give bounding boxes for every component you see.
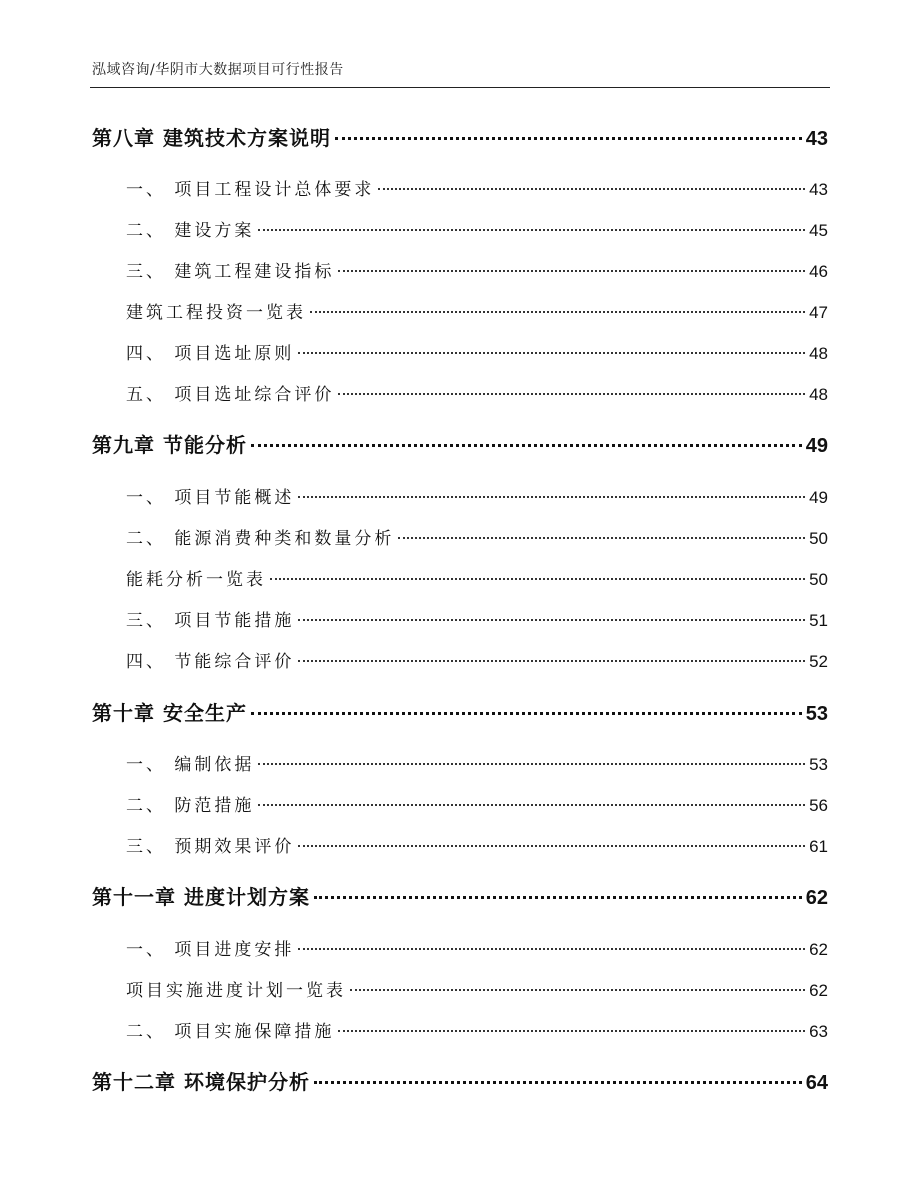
toc-item[interactable] — [92, 524, 828, 550]
toc-title: 一、 项目进度安排 — [126, 940, 295, 960]
toc-leader — [251, 712, 802, 715]
toc-page-number: 56 — [809, 796, 828, 815]
toc-page-number: 51 — [809, 611, 828, 630]
toc-title: 项目实施进度计划一览表 — [126, 981, 346, 1001]
toc-leader — [338, 393, 805, 395]
toc-page-number: 62 — [809, 940, 828, 959]
toc-chapter-12[interactable] — [92, 1066, 828, 1096]
toc-title: 第十一章 进度计划方案 — [92, 885, 310, 909]
toc-page-number: 63 — [809, 1022, 828, 1041]
toc-title: 第八章 建筑技术方案说明 — [92, 126, 331, 150]
toc-page-number: 62 — [805, 887, 828, 909]
toc-item[interactable] — [92, 380, 828, 406]
toc-page-number: 47 — [809, 303, 828, 322]
toc-leader — [338, 1030, 805, 1032]
toc-leader — [298, 352, 805, 354]
toc-page-number: 46 — [809, 262, 828, 281]
toc-leader — [398, 537, 805, 539]
running-header: 泓域咨询/华阴市大数据项目可行性报告 — [92, 62, 344, 78]
toc-title: 第十章 安全生产 — [92, 701, 247, 725]
toc-page-number: 48 — [809, 344, 828, 363]
toc-title: 建筑工程投资一览表 — [126, 303, 306, 323]
toc-leader — [378, 188, 805, 190]
toc-page-number: 43 — [805, 128, 828, 150]
toc-leader — [314, 896, 802, 899]
toc-item[interactable] — [92, 791, 828, 817]
toc-item[interactable] — [92, 1017, 828, 1043]
toc-title: 能耗分析一览表 — [126, 570, 266, 590]
toc-chapter-10[interactable] — [92, 697, 828, 727]
toc-title: 三、 项目节能措施 — [126, 611, 295, 631]
toc-page-number: 53 — [809, 755, 828, 774]
toc-item[interactable] — [92, 216, 828, 242]
header-divider — [90, 87, 830, 88]
toc-chapter-8[interactable] — [92, 122, 828, 152]
toc-page-number: 48 — [809, 385, 828, 404]
toc-title: 二、 能源消费种类和数量分析 — [126, 529, 395, 549]
toc-page-number: 61 — [809, 837, 828, 856]
toc-title: 三、 建筑工程建设指标 — [126, 262, 335, 282]
toc-item[interactable] — [92, 647, 828, 673]
toc-leader — [350, 989, 805, 991]
toc-title: 第九章 节能分析 — [92, 433, 247, 457]
toc-page-number: 49 — [805, 435, 828, 457]
toc-page-number: 53 — [805, 703, 828, 725]
toc-title: 二、 建设方案 — [126, 221, 255, 241]
toc-leader — [270, 578, 805, 580]
toc-page-number: 50 — [809, 570, 828, 589]
toc-page-number: 43 — [809, 180, 828, 199]
toc-title: 一、 项目工程设计总体要求 — [126, 180, 375, 200]
toc-leader — [298, 948, 805, 950]
toc-page-number: 62 — [809, 981, 828, 1000]
toc-title: 四、 项目选址原则 — [126, 344, 295, 364]
toc-title: 一、 编制依据 — [126, 755, 255, 775]
toc-chapter-9[interactable] — [92, 429, 828, 459]
toc-leader — [258, 229, 805, 231]
toc-item[interactable] — [92, 606, 828, 632]
toc-item[interactable] — [92, 175, 828, 201]
toc-table-entry[interactable] — [92, 565, 828, 591]
toc-page-number: 49 — [809, 488, 828, 507]
toc-title: 一、 项目节能概述 — [126, 488, 295, 508]
toc-leader — [251, 444, 802, 447]
toc-title: 五、 项目选址综合评价 — [126, 385, 335, 405]
toc-title: 三、 预期效果评价 — [126, 837, 295, 857]
toc-leader — [298, 845, 805, 847]
toc-leader — [298, 660, 805, 662]
toc-leader — [298, 619, 805, 621]
toc-leader — [338, 270, 805, 272]
toc-table-entry[interactable] — [92, 298, 828, 324]
toc-item[interactable] — [92, 257, 828, 283]
toc-page-number: 64 — [805, 1072, 828, 1094]
toc-table-entry[interactable] — [92, 976, 828, 1002]
toc-page-number: 50 — [809, 529, 828, 548]
toc-item[interactable] — [92, 339, 828, 365]
toc-item[interactable] — [92, 750, 828, 776]
toc-item[interactable] — [92, 483, 828, 509]
toc-leader — [298, 496, 805, 498]
toc-chapter-11[interactable] — [92, 881, 828, 911]
toc-item[interactable] — [92, 832, 828, 858]
toc-leader — [335, 137, 802, 140]
toc-leader — [310, 311, 805, 313]
toc-item[interactable] — [92, 935, 828, 961]
toc-leader — [314, 1081, 802, 1084]
toc-title: 第十二章 环境保护分析 — [92, 1070, 310, 1094]
toc-page-number: 45 — [809, 221, 828, 240]
toc-leader — [258, 804, 805, 806]
toc-title: 四、 节能综合评价 — [126, 652, 295, 672]
toc-page-number: 52 — [809, 652, 828, 671]
toc-title: 二、 项目实施保障措施 — [126, 1022, 335, 1042]
toc-leader — [258, 763, 805, 765]
toc-title: 二、 防范措施 — [126, 796, 255, 816]
